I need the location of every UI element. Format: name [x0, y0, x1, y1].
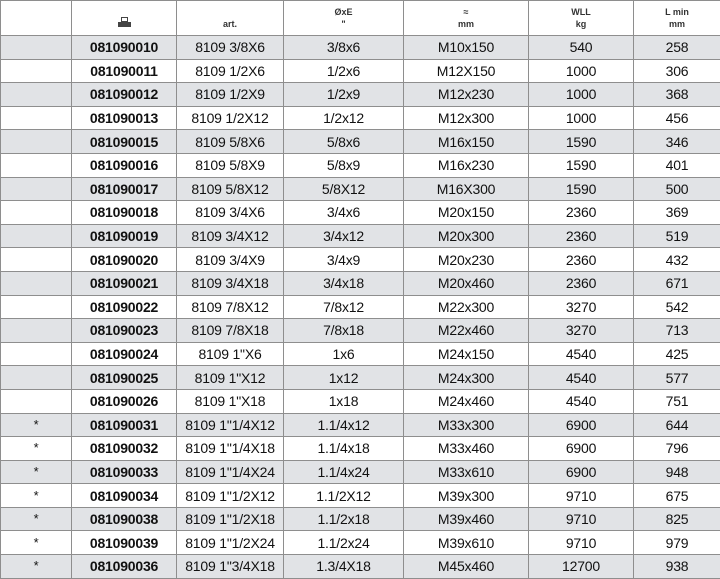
cell-diameter: 1.1/2X12: [284, 484, 404, 508]
cell-code: 081090011: [72, 59, 177, 83]
table-row: [1, 366, 720, 390]
cell-art: 8109 3/4X18: [177, 271, 284, 295]
cell-thread: M33x610: [404, 460, 529, 484]
cell-art: 8109 5/8X6: [177, 130, 284, 154]
table-row: [1, 460, 720, 484]
table-row: [1, 484, 720, 508]
cell-star: [1, 153, 72, 177]
table-row: [1, 295, 720, 319]
cell-diameter: 1.1/4x18: [284, 437, 404, 461]
cell-thread: M33x460: [404, 437, 529, 461]
cell-code: 081090039: [72, 531, 177, 555]
cell-wll: 1590: [529, 153, 634, 177]
cell-code: 081090017: [72, 177, 177, 201]
table-row: [1, 83, 720, 107]
cell-star: [1, 389, 72, 413]
cell-lmin: 542: [634, 295, 720, 319]
cell-art: 8109 1"1/2X24: [177, 531, 284, 555]
cell-diameter: 5/8x9: [284, 153, 404, 177]
cell-lmin: 979: [634, 531, 720, 555]
table-row: [1, 130, 720, 154]
cell-lmin: 713: [634, 319, 720, 343]
cell-diameter: 3/4x9: [284, 248, 404, 272]
table-body: [1, 36, 720, 579]
cell-code: 081090010: [72, 36, 177, 60]
table-row: [1, 507, 720, 531]
cell-code: 081090021: [72, 271, 177, 295]
cell-diameter: 3/4x6: [284, 201, 404, 225]
cell-art: 8109 7/8X12: [177, 295, 284, 319]
header-diameter: ØxE ": [284, 1, 404, 36]
cell-thread: M33x300: [404, 413, 529, 437]
cell-code: 081090032: [72, 437, 177, 461]
cell-thread: M39x460: [404, 507, 529, 531]
cell-thread: M12x300: [404, 106, 529, 130]
cell-code: 081090013: [72, 106, 177, 130]
cell-star: [1, 130, 72, 154]
cell-wll: 1000: [529, 83, 634, 107]
cell-lmin: 369: [634, 201, 720, 225]
cell-wll: 2360: [529, 224, 634, 248]
cell-diameter: 1x6: [284, 342, 404, 366]
cell-wll: 1000: [529, 106, 634, 130]
cell-lmin: 456: [634, 106, 720, 130]
cell-art: 8109 1"1/2X12: [177, 484, 284, 508]
cell-art: 8109 5/8X9: [177, 153, 284, 177]
cell-code: 081090022: [72, 295, 177, 319]
cell-thread: M20x230: [404, 248, 529, 272]
cell-code: 081090036: [72, 555, 177, 579]
cell-diameter: 7/8x18: [284, 319, 404, 343]
table-row: [1, 106, 720, 130]
cell-art: 8109 1/2X12: [177, 106, 284, 130]
cell-thread: M24x460: [404, 389, 529, 413]
cell-star: [1, 201, 72, 225]
cell-star: [1, 271, 72, 295]
cell-wll: 2360: [529, 201, 634, 225]
cell-lmin: 425: [634, 342, 720, 366]
cell-thread: M24x150: [404, 342, 529, 366]
cell-star: *: [1, 507, 72, 531]
table-row: [1, 319, 720, 343]
cell-diameter: 1.1/4x12: [284, 413, 404, 437]
cell-code: 081090018: [72, 201, 177, 225]
table-row: [1, 36, 720, 60]
cell-star: *: [1, 484, 72, 508]
cell-wll: 1590: [529, 177, 634, 201]
cell-art: 8109 1"1/2X18: [177, 507, 284, 531]
cell-star: *: [1, 460, 72, 484]
cell-thread: M39x300: [404, 484, 529, 508]
cell-wll: 6900: [529, 460, 634, 484]
cell-star: [1, 106, 72, 130]
cell-diameter: 1.1/4x24: [284, 460, 404, 484]
cell-lmin: 401: [634, 153, 720, 177]
cell-art: 8109 3/8X6: [177, 36, 284, 60]
cell-diameter: 1/2x6: [284, 59, 404, 83]
cell-art: 8109 1"1/4X12: [177, 413, 284, 437]
cell-code: 081090023: [72, 319, 177, 343]
cell-diameter: 5/8x6: [284, 130, 404, 154]
cell-star: [1, 366, 72, 390]
cell-star: *: [1, 413, 72, 437]
header-lmin: L min mm: [634, 1, 720, 36]
cell-art: 8109 1/2X9: [177, 83, 284, 107]
cell-wll: 2360: [529, 271, 634, 295]
cell-wll: 4540: [529, 342, 634, 366]
cell-wll: 3270: [529, 319, 634, 343]
cell-star: [1, 224, 72, 248]
cell-thread: M16x150: [404, 130, 529, 154]
cell-thread: M10x150: [404, 36, 529, 60]
cell-diameter: 1x18: [284, 389, 404, 413]
cell-lmin: 948: [634, 460, 720, 484]
cell-diameter: 3/4x12: [284, 224, 404, 248]
cell-lmin: 675: [634, 484, 720, 508]
cell-diameter: 3/4x18: [284, 271, 404, 295]
table-header: [1, 1, 720, 36]
cell-diameter: 3/8x6: [284, 36, 404, 60]
header-wll: WLL kg: [529, 1, 634, 36]
cell-code: 081090015: [72, 130, 177, 154]
cell-star: [1, 295, 72, 319]
cell-thread: M20x460: [404, 271, 529, 295]
cell-star: [1, 36, 72, 60]
cell-lmin: 671: [634, 271, 720, 295]
cell-lmin: 938: [634, 555, 720, 579]
table-row: [1, 413, 720, 437]
table-row: [1, 342, 720, 366]
header-thread: ≈ mm: [404, 1, 529, 36]
cell-wll: 3270: [529, 295, 634, 319]
header-code: [72, 1, 177, 36]
cell-star: *: [1, 531, 72, 555]
cell-wll: 540: [529, 36, 634, 60]
cell-wll: 12700: [529, 555, 634, 579]
table-row: [1, 555, 720, 579]
table-row: [1, 531, 720, 555]
cell-wll: 6900: [529, 437, 634, 461]
cell-art: 8109 1/2X6: [177, 59, 284, 83]
cell-thread: M20x150: [404, 201, 529, 225]
device-icon: [118, 17, 131, 27]
cell-code: 081090031: [72, 413, 177, 437]
cell-star: *: [1, 555, 72, 579]
cell-star: [1, 248, 72, 272]
cell-art: 8109 3/4X9: [177, 248, 284, 272]
cell-art: 8109 3/4X6: [177, 201, 284, 225]
cell-thread: M45x460: [404, 555, 529, 579]
cell-lmin: 306: [634, 59, 720, 83]
cell-thread: M39x610: [404, 531, 529, 555]
cell-star: [1, 59, 72, 83]
cell-thread: M16X300: [404, 177, 529, 201]
cell-star: [1, 342, 72, 366]
header-art: art.: [177, 1, 284, 36]
cell-thread: M12x230: [404, 83, 529, 107]
cell-art: 8109 1"3/4X18: [177, 555, 284, 579]
cell-code: 081090016: [72, 153, 177, 177]
cell-code: 081090034: [72, 484, 177, 508]
cell-art: 8109 5/8X12: [177, 177, 284, 201]
cell-art: 8109 1"1/4X18: [177, 437, 284, 461]
cell-thread: M12X150: [404, 59, 529, 83]
cell-art: 8109 1"1/4X24: [177, 460, 284, 484]
cell-thread: M24x300: [404, 366, 529, 390]
cell-wll: 1000: [529, 59, 634, 83]
cell-star: [1, 319, 72, 343]
table-row: [1, 271, 720, 295]
cell-wll: 9710: [529, 531, 634, 555]
cell-thread: M20x300: [404, 224, 529, 248]
cell-code: 081090026: [72, 389, 177, 413]
table-row: [1, 177, 720, 201]
cell-code: 081090024: [72, 342, 177, 366]
header-row: [1, 1, 720, 36]
cell-thread: M22x460: [404, 319, 529, 343]
table-row: [1, 153, 720, 177]
cell-lmin: 500: [634, 177, 720, 201]
cell-art: 8109 3/4X12: [177, 224, 284, 248]
cell-diameter: 1/2x9: [284, 83, 404, 107]
cell-art: 8109 1"X18: [177, 389, 284, 413]
cell-code: 081090025: [72, 366, 177, 390]
cell-art: 8109 1"X6: [177, 342, 284, 366]
cell-thread: M22x300: [404, 295, 529, 319]
cell-diameter: 5/8X12: [284, 177, 404, 201]
cell-code: 081090019: [72, 224, 177, 248]
cell-diameter: 1.1/2x18: [284, 507, 404, 531]
cell-lmin: 519: [634, 224, 720, 248]
cell-wll: 4540: [529, 389, 634, 413]
cell-wll: 9710: [529, 484, 634, 508]
cell-code: 081090020: [72, 248, 177, 272]
cell-diameter: 1.1/2x24: [284, 531, 404, 555]
cell-star: [1, 83, 72, 107]
cell-wll: 2360: [529, 248, 634, 272]
cell-code: 081090033: [72, 460, 177, 484]
cell-wll: 4540: [529, 366, 634, 390]
cell-diameter: 1/2x12: [284, 106, 404, 130]
cell-diameter: 1x12: [284, 366, 404, 390]
table-row: [1, 248, 720, 272]
cell-lmin: 751: [634, 389, 720, 413]
cell-lmin: 432: [634, 248, 720, 272]
cell-lmin: 258: [634, 36, 720, 60]
cell-wll: 1590: [529, 130, 634, 154]
cell-lmin: 796: [634, 437, 720, 461]
table-row: [1, 59, 720, 83]
table-row: [1, 201, 720, 225]
table-row: [1, 224, 720, 248]
cell-lmin: 577: [634, 366, 720, 390]
cell-lmin: 368: [634, 83, 720, 107]
cell-lmin: 825: [634, 507, 720, 531]
table-row: [1, 389, 720, 413]
cell-diameter: 1.3/4X18: [284, 555, 404, 579]
cell-lmin: 644: [634, 413, 720, 437]
cell-code: 081090012: [72, 83, 177, 107]
table-row: [1, 437, 720, 461]
header-star: [1, 1, 72, 36]
cell-lmin: 346: [634, 130, 720, 154]
cell-diameter: 7/8x12: [284, 295, 404, 319]
cell-code: 081090038: [72, 507, 177, 531]
cell-art: 8109 7/8X18: [177, 319, 284, 343]
cell-star: [1, 177, 72, 201]
cell-thread: M16x230: [404, 153, 529, 177]
cell-wll: 6900: [529, 413, 634, 437]
cell-art: 8109 1"X12: [177, 366, 284, 390]
cell-wll: 9710: [529, 507, 634, 531]
cell-star: *: [1, 437, 72, 461]
